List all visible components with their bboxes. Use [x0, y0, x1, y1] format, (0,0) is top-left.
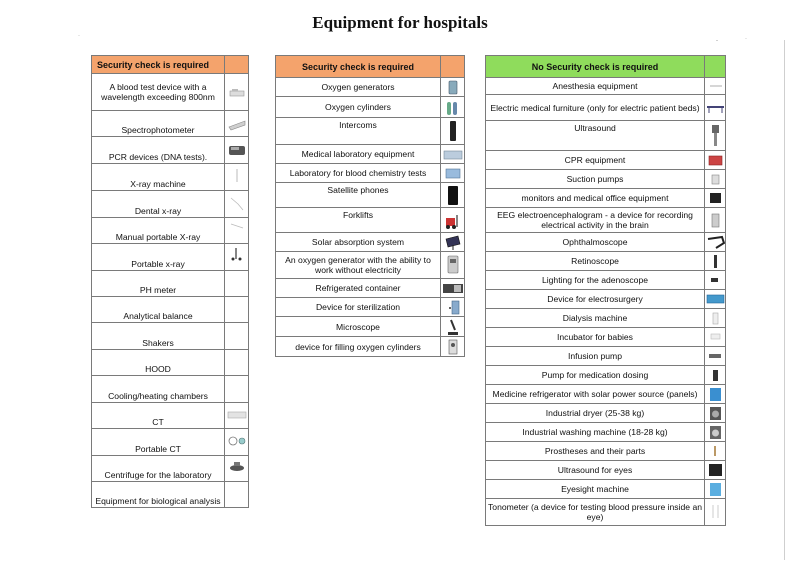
equipment-label: Microscope: [276, 317, 441, 337]
portable-x-ray-icon: [225, 218, 249, 244]
equipment-label: Equipment for biological analysis: [92, 482, 225, 508]
blood-analyzer-icon: [225, 74, 249, 111]
microscope-icon: [441, 317, 465, 337]
equipment-label: Spectrophotometer: [92, 111, 225, 137]
suction-pump-icon: [705, 170, 726, 189]
equipment-label: device for filling oxygen cylinders: [276, 337, 441, 357]
equipment-label: CPR equipment: [486, 151, 705, 170]
security-required-table-a: [91, 55, 249, 508]
portable-x-ray-cart-icon: [225, 244, 249, 271]
sterilizer-icon: [441, 298, 465, 317]
equipment-label: Device for sterilization: [276, 298, 441, 317]
oxygen-cylinder-icon: [441, 97, 465, 118]
x-ray-machine-icon: [225, 164, 249, 191]
dosing-pump-icon: [705, 366, 726, 385]
tonometer-icon: [705, 499, 726, 526]
security-required-table-b: [275, 55, 465, 357]
container-icon: [441, 279, 465, 298]
equipment-label: PH meter: [92, 271, 225, 297]
equipment-label: Anesthesia equipment: [486, 78, 705, 95]
equipment-label: Eyesight machine: [486, 480, 705, 499]
equipment-label: Tonometer (a device for testing blood pressure inside an eye): [486, 499, 705, 526]
equipment-label: Infusion pump: [486, 347, 705, 366]
oxygen-filler-icon: [441, 337, 465, 357]
washing-machine-icon: [705, 423, 726, 442]
scan-speck: ·: [78, 33, 80, 39]
ultrasound-icon: [705, 121, 726, 151]
equipment-label: Oxygen cylinders: [276, 97, 441, 118]
table-header: Security check is required: [276, 56, 441, 78]
refrigerator-icon: [705, 385, 726, 404]
lab-equipment-icon: [441, 145, 465, 164]
incubator-icon: [705, 328, 726, 347]
prosthesis-icon: [705, 442, 726, 461]
table-header: Security check is required: [92, 56, 225, 74]
spectrophotometer-icon: [225, 111, 249, 137]
no-security-table: [485, 55, 726, 526]
equipment-label: Refrigerated container: [276, 279, 441, 298]
equipment-label: Medical laboratory equipment: [276, 145, 441, 164]
ophthalmoscope-icon: [705, 233, 726, 252]
anesthesia-icon: [705, 78, 726, 95]
equipment-label: Industrial washing machine (18-28 kg): [486, 423, 705, 442]
scan-speck: -: [716, 38, 718, 44]
equipment-label: Pump for medication dosing: [486, 366, 705, 385]
equipment-label: A blood test device with a wavelength exceeding 800nm: [92, 74, 225, 111]
equipment-label: Retinoscope: [486, 252, 705, 271]
equipment-label: Electric medical furniture (only for electric patient beds): [486, 95, 705, 121]
equipment-label: Ophthalmoscope: [486, 233, 705, 252]
equipment-label: HOOD: [92, 350, 225, 376]
infusion-pump-icon: [705, 347, 726, 366]
equipment-label: Cooling/heating chambers: [92, 376, 225, 403]
solar-panel-icon: [441, 233, 465, 252]
equipment-label: CT: [92, 403, 225, 429]
dialysis-icon: [705, 309, 726, 328]
equipment-label: Portable CT: [92, 429, 225, 456]
equipment-label: Portable x-ray: [92, 244, 225, 271]
eeg-icon: [705, 208, 726, 233]
forklift-icon: [441, 208, 465, 233]
scan-speck: ·: [745, 36, 747, 42]
equipment-label: Ultrasound: [486, 121, 705, 151]
page-title: Equipment for hospitals: [312, 13, 488, 32]
portable-ct-icon: [225, 429, 249, 456]
equipment-label: PCR devices (DNA tests).: [92, 137, 225, 164]
centrifuge-icon: [225, 456, 249, 482]
equipment-label: Oxygen generators: [276, 78, 441, 97]
equipment-label: Manual portable X-ray: [92, 218, 225, 244]
equipment-label: Incubator for babies: [486, 328, 705, 347]
monitor-icon: [705, 189, 726, 208]
oxygen-generator-icon: [441, 78, 465, 97]
equipment-label: Dialysis machine: [486, 309, 705, 328]
equipment-label: Lighting for the adenoscope: [486, 271, 705, 290]
lamp-icon: [705, 271, 726, 290]
ct-scanner-icon: [225, 403, 249, 429]
equipment-label: Laboratory for blood chemistry tests: [276, 164, 441, 183]
cpr-icon: [705, 151, 726, 170]
eyesight-machine-icon: [705, 480, 726, 499]
equipment-label: Shakers: [92, 323, 225, 350]
equipment-label: Intercoms: [276, 118, 441, 145]
equipment-label: X-ray machine: [92, 164, 225, 191]
retinoscope-icon: [705, 252, 726, 271]
equipment-label: Dental x-ray: [92, 191, 225, 218]
equipment-label: Centrifuge for the laboratory: [92, 456, 225, 482]
equipment-label: Prostheses and their parts: [486, 442, 705, 461]
equipment-label: Device for electrosurgery: [486, 290, 705, 309]
equipment-label: Ultrasound for eyes: [486, 461, 705, 480]
equipment-label: Analytical balance: [92, 297, 225, 323]
blood-chemistry-icon: [441, 164, 465, 183]
equipment-label: Solar absorption system: [276, 233, 441, 252]
pcr-device-icon: [225, 137, 249, 164]
eye-ultrasound-icon: [705, 461, 726, 480]
intercom-icon: [441, 118, 465, 145]
equipment-label: Satellite phones: [276, 183, 441, 208]
equipment-label: Industrial dryer (25-38 kg): [486, 404, 705, 423]
equipment-label: An oxygen generator with the ability to work without electricity: [276, 252, 441, 279]
table-header: No Security check is required: [486, 56, 705, 78]
oxygen-generator-icon: [441, 252, 465, 279]
hospital-bed-icon: [705, 95, 726, 121]
dental-x-ray-icon: [225, 191, 249, 218]
scan-edge-line: [784, 40, 785, 560]
satellite-phone-icon: [441, 183, 465, 208]
electrosurgery-icon: [705, 290, 726, 309]
dryer-icon: [705, 404, 726, 423]
equipment-label: Suction pumps: [486, 170, 705, 189]
equipment-label: EEG electroencephalogram - a device for recording electrical activity in the brain: [486, 208, 705, 233]
equipment-label: Forklifts: [276, 208, 441, 233]
equipment-label: monitors and medical office equipment: [486, 189, 705, 208]
equipment-label: Medicine refrigerator with solar power source (panels): [486, 385, 705, 404]
